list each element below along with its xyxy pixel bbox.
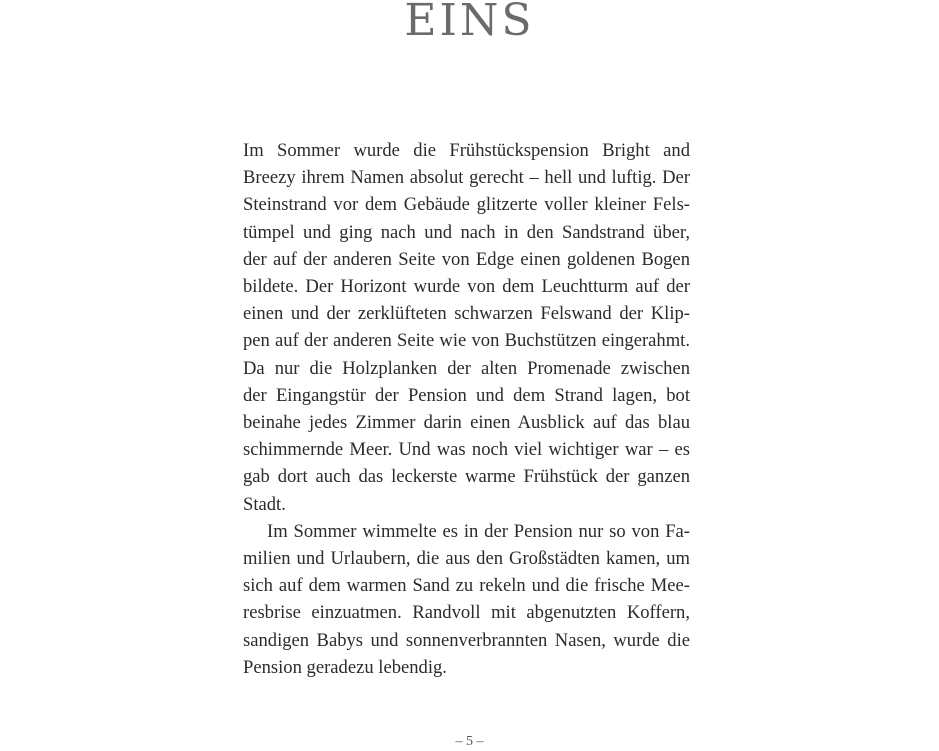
body-text [243,137,690,681]
chapter-title: EINS [404,0,535,46]
text-line: beinahe jedes Zimmer darin einen Ausblick auf das blau [243,412,690,434]
text-line: gab dort auch das leckerste warme Frühstück der ganzen [243,466,690,488]
text-line: Breezy ihrem Namen absolut gerecht – hell und luftig. Der [243,167,690,189]
text-line: Im Sommer wurde die Frühstückspension Bright and [243,140,690,161]
text-line: sandigen Babys und sonnenverbrannten Nasen, wurde die [243,629,690,651]
paragraph-1 [243,137,690,518]
text-line: pen auf der anderen Seite wie von Buchstützen eingerahmt. [243,330,690,352]
text-line: Da nur die Holzplanken der alten Promenade zwischen [243,357,690,379]
text-line: schimmernde Meer. Und was noch viel wichtiger war – es [243,439,690,461]
text-line: Stadt. [243,493,286,515]
text-line: sich auf dem warmen Sand zu rekeln und die frische Mee- [243,575,690,597]
text-line: milien und Urlaubern, die aus den Großstädten kamen, um [243,548,690,570]
text-line: Steinstrand vor dem Gebäude glitzerte voller kleiner Fels- [243,194,690,216]
page-number: – 5 – [455,734,484,749]
text-line: Pension geradezu lebendig. [243,656,447,678]
paragraph-2 [243,518,690,681]
text-line: der auf der anderen Seite von Edge einen goldenen Bogen [243,248,690,270]
text-line: der Eingangstür der Pension und dem Strand lagen, bot [243,384,690,406]
text-line: tümpel und ging nach und nach in den Sandstrand über, [243,221,690,243]
text-line: einen und der zerklüfteten schwarzen Felswand der Klip- [243,303,690,325]
text-line: Im Sommer wimmelte es in der Pension nur so von Fa- [267,520,690,542]
text-line: resbrise einzuatmen. Randvoll mit abgenutzten Koffern, [243,602,690,624]
text-line: bildete. Der Horizont wurde von dem Leuchtturm auf der [243,276,690,298]
